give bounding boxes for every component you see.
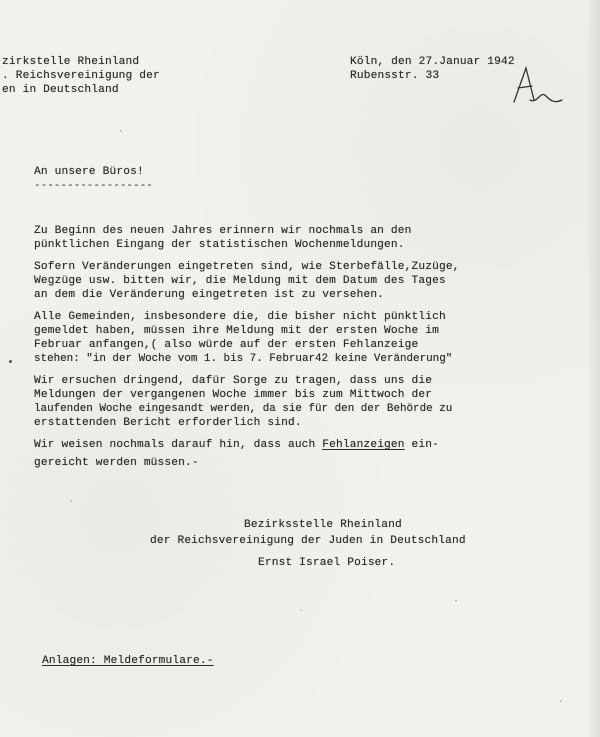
letterhead-line-2: . Reichsvereinigung der — [2, 70, 160, 82]
body-text: ein- — [404, 439, 439, 451]
scan-speckle — [300, 610, 303, 611]
margin-mark — [9, 360, 12, 363]
body-line: Alle Gemeinden, insbesondere die, die bisher nicht pünktlich — [34, 311, 446, 323]
underlined-word: Fehlanzeigen — [322, 439, 405, 451]
handwritten-mark — [500, 60, 570, 120]
salutation: An unsere Büros! — [34, 166, 144, 178]
body-text: Wir weisen nochmals darauf hin, dass auch — [34, 439, 323, 451]
body-line — [34, 439, 439, 452]
scan-speckle — [455, 600, 457, 602]
place-date-line: Köln, den 27.Januar 1942 — [350, 56, 515, 68]
scan-shadow — [586, 0, 600, 737]
body-line: an dem die Veränderung eingetreten ist zu versehen. — [34, 289, 385, 301]
signature-name: Ernst Israel Poiser. — [258, 557, 396, 569]
body-line: Zu Beginn des neuen Jahres erinnern wir nochmals an den — [34, 225, 412, 237]
address-line: Rubensstr. 33 — [350, 70, 440, 82]
body-line: gemeldet haben, müssen ihre Meldung mit der ersten Woche im — [34, 325, 439, 337]
letterhead-line-1: zirkstelle Rheinland — [2, 56, 140, 68]
signature-office: Bezirksstelle Rheinland — [244, 519, 402, 531]
letterhead-line-3: en in Deutschland — [2, 84, 119, 96]
body-line: Meldungen der vergangenen Woche immer bis zum Mittwoch der — [34, 389, 433, 401]
body-line: laufenden Woche eingesandt werden, da sie für den der Behörde zu — [34, 403, 453, 415]
signature-organization: der Reichsvereinigung der Juden in Deutschland — [150, 535, 466, 547]
enclosure-line — [42, 655, 214, 668]
body-line: erstattenden Bericht erforderlich sind. — [34, 417, 302, 429]
enclosure-text: Anlagen: Meldeformulare.- — [42, 655, 214, 667]
scan-speckle — [560, 700, 562, 702]
body-line: Sofern Veränderungen eingetreten sind, wie Sterbefälle,Zuzüge, — [34, 261, 460, 273]
body-line: gereicht werden müssen.- — [34, 457, 199, 469]
body-line: stehen: "in der Woche vom 1. bis 7. Februar42 keine Veränderung" — [34, 353, 453, 365]
scan-speckle — [70, 500, 72, 502]
body-line: Wir ersuchen dringend, dafür Sorge zu tragen, dass uns die — [34, 375, 433, 387]
body-line: pünktlichen Eingang der statistischen Wochenmeldungen. — [34, 239, 405, 251]
body-line: Februar anfangen,( also würde auf der ersten Fehlanzeige — [34, 339, 419, 351]
body-line: Wegzüge usw. bitten wir, die Meldung mit dem Datum des Tages — [34, 275, 446, 287]
salutation-underline: ------------------ — [34, 180, 153, 192]
scan-speckle — [120, 130, 122, 132]
